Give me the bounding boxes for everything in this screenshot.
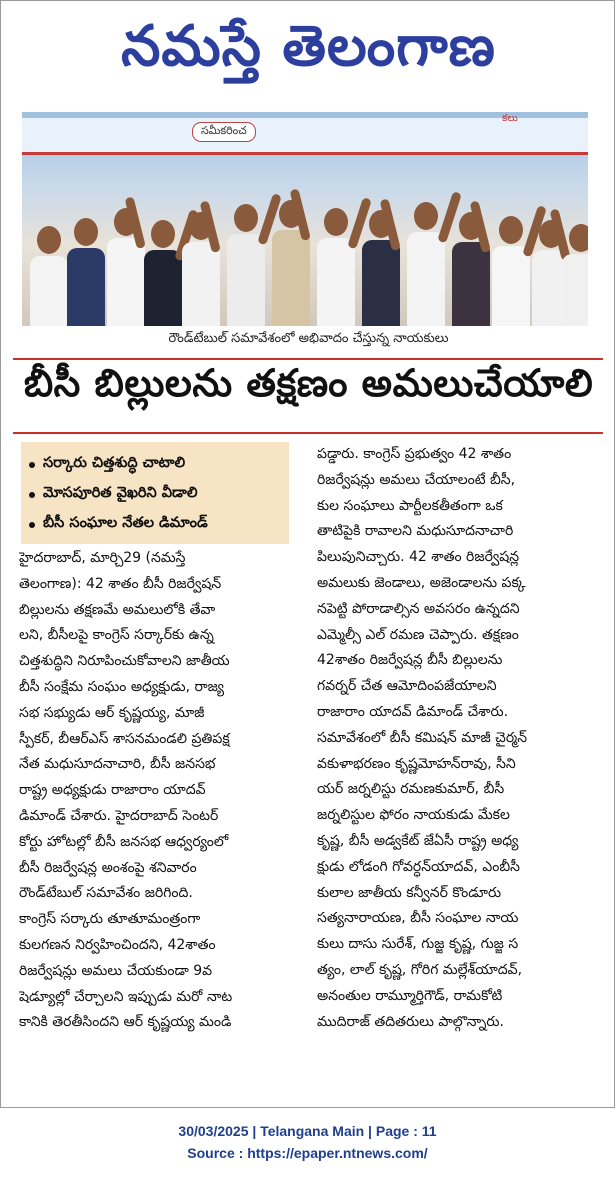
article-line: కులగణన నిర్వహించిందని, 42శాతం [19, 936, 216, 953]
highlight-item: బీసీ సంఘాల నేతల డిమాండ్ [29, 510, 283, 540]
person-head [569, 224, 588, 252]
person-figure [407, 232, 445, 326]
person-head [234, 204, 258, 232]
article-line: కులాల జాతీయ కన్వీనర్ కొండూరు [317, 884, 502, 901]
person-figure [182, 242, 220, 326]
headline: బీసీ బిల్లులను తక్షణం అమలుచేయాలి [23, 361, 594, 405]
article-line: జర్నలిస్టుల ఫోరం నాయకుడు మేకల [317, 807, 510, 824]
article-line: స్పీకర్, బీఆర్‌ఎస్ శాసనమండలి ప్రతిపక్ష [19, 730, 230, 747]
masthead-title: నమస్తే తెలంగాణ [121, 14, 496, 79]
person-figure [452, 242, 490, 326]
person-figure [272, 230, 310, 326]
bullet-icon [29, 522, 35, 528]
article-line: కోర్టు హోటల్లో బీసీ జనసభ ఆధ్వర్యంలో [19, 833, 229, 850]
article-line: బిల్లులను తక్షణమే అమలులోకి తేవా [19, 601, 216, 618]
article-line: రౌండ్‌టేబుల్ సమావేశం జరిగింది. [19, 885, 193, 902]
article-line: పడ్డారు. కాంగ్రెస్ ప్రభుత్వం 42 శాతం [317, 446, 512, 462]
article-line: రాష్ట్ర అధ్యక్షుడు రాజారాం యాదవ్ [19, 782, 206, 799]
article-line: హైదరాబాద్, మార్చి29 (నమస్తే [19, 550, 186, 566]
article-line: షెడ్యూల్లో చేర్చాలని ఇప్పుడు మరో నాట [19, 988, 233, 1005]
article-line: కానికి తెరతీసిందని ఆర్ కృష్ణయ్య మండి [19, 1014, 232, 1031]
article-line: బీసీ రిజర్వేషన్ల అంశంపై శనివారం [19, 859, 197, 876]
article-line: పిలుపునిచ్చారు. 42 శాతం రిజర్వేషన్ల [317, 549, 520, 566]
news-photo [22, 112, 588, 326]
highlights-box [21, 442, 289, 544]
footer-source-link[interactable]: Source : https://epaper.ntnews.com/ [187, 1145, 428, 1161]
article-line: గవర్నర్ చేత ఆమోదింపజేయాలని [317, 678, 497, 695]
article-line: నపెట్టి పోరాడాల్సిన అవసరం ఉన్నదని [317, 600, 520, 617]
person-figure [107, 238, 145, 326]
person-head [151, 220, 175, 248]
person-head [324, 208, 348, 236]
person-head [74, 218, 98, 246]
person-figure [492, 246, 530, 326]
article-line: 42శాతం రిజర్వేషన్ల బీసీ బిల్లులను [317, 652, 503, 669]
article-line: రిజర్వేషన్లు అమలు చేయాలంటే బీసీ, [317, 471, 516, 488]
bullet-icon [29, 462, 35, 468]
person-head [414, 202, 438, 230]
article-line: బీసీ సంక్షేమ సంఘం అధ్యక్షుడు, రాజ్య [19, 678, 225, 695]
article-line: నేత మధుసూదనాచారి, బీసీ జనసభ [19, 756, 216, 773]
article-line: వకుళాభరణం కృష్ణమోహన్‌రావు, సీని [317, 755, 516, 772]
article-line: సభ సభ్యుడు ఆర్ కృష్ణయ్య, మాజీ [19, 704, 205, 721]
article-line: ఎమ్మెల్సీ ఎల్ రమణ చెప్పారు. తక్షణం [317, 626, 519, 643]
article-line: కృష్ణ, బీసీ అడ్వకేట్ జేఏసీ రాష్ట్ర అధ్య [317, 832, 519, 849]
article-line: త్యం, లాల్ కృష్ణ, గోరిగ మల్లేశ్‌యాదవ్, [317, 961, 523, 978]
person-figure [30, 256, 68, 326]
article-line: కులు దాసు సురేశ్, గుజ్జ కృష్ణ, గుజ్జ స [317, 936, 519, 953]
article-line: సత్యనారాయణ, బీసీ సంఘాల నాయ [317, 910, 519, 927]
highlight-item: సర్కారు చిత్తశుద్ధి చాటాలి [29, 450, 283, 480]
article-line: తాటిపైకి రావాలని మధుసూదనాచారి [317, 523, 514, 540]
article-line: అనంతుల రామ్మూర్తిగౌడ్, రామకోటి [317, 987, 503, 1004]
bullet-icon [29, 492, 35, 498]
person-head [499, 216, 523, 244]
photo-banner-text-right: కలు [502, 113, 518, 124]
article-line: ముదిరాజ్ తదితరులు పాల్గొన్నారు. [317, 1013, 504, 1030]
article-line: అమలుకు జెండాలు, అజెండాలను పక్క [317, 574, 526, 591]
photo-caption: రౌండ్‌టేబుల్ సమావేశంలో అభివాదం చేస్తున్న నాయకులు [168, 331, 449, 346]
article-line: తెలంగాణ): 42 శాతం బీసీ రిజర్వేషన్ [19, 575, 222, 592]
raised-arm [437, 191, 462, 243]
article-line: కాంగ్రెస్ సర్కారు తూతూమంత్రంగా [19, 911, 201, 928]
article-line: రాజారాం యాదవ్ డిమాండ్ చేశారు. [317, 703, 509, 720]
article-line: కుల సంఘాలు పార్టీలకతీతంగా ఒక [317, 497, 503, 514]
photo-banner-text: సమీకరించ [192, 122, 256, 142]
person-figure [362, 240, 400, 326]
person-figure [67, 248, 105, 326]
person-figure [144, 250, 182, 326]
article-line: డిమాండ్ చేశారు. హైదరాబాద్ సెంటర్ [19, 807, 219, 824]
person-figure [227, 234, 265, 326]
person-head [37, 226, 61, 254]
article-column-right [317, 442, 599, 1035]
article-line: చిత్తశుద్ధిని నిరూపించుకోవాలని జాతీయ [19, 653, 230, 670]
source-footer [0, 1120, 615, 1164]
article-column-left [19, 546, 294, 1036]
person-figure [562, 254, 588, 326]
article-line: లని, బీసీలపై కాంగ్రెస్ సర్కార్‌కు ఉన్న [19, 627, 214, 644]
person-figure [317, 238, 355, 326]
headline-rule-top [13, 358, 603, 360]
article-line: క్షుడు లోడంగి గోవర్ధన్‌యాదవ్, ఎంబీసీ [317, 858, 520, 875]
article-line: యర్ జర్నలిస్టు రమణకుమార్, బీసీ [317, 781, 505, 798]
headline-rule-bottom [13, 432, 603, 434]
footer-date-page: 30/03/2025 | Telangana Main | Page : 11 [178, 1123, 437, 1139]
highlight-item: మోసపూరిత వైఖరిని వీడాలి [29, 480, 283, 510]
article-line: సమావేశంలో బీసీ కమిషన్ మాజీ చైర్మన్ [317, 729, 528, 746]
article-line: రిజర్వేషన్లు అమలు చేయకుండా 9వ [19, 962, 213, 979]
